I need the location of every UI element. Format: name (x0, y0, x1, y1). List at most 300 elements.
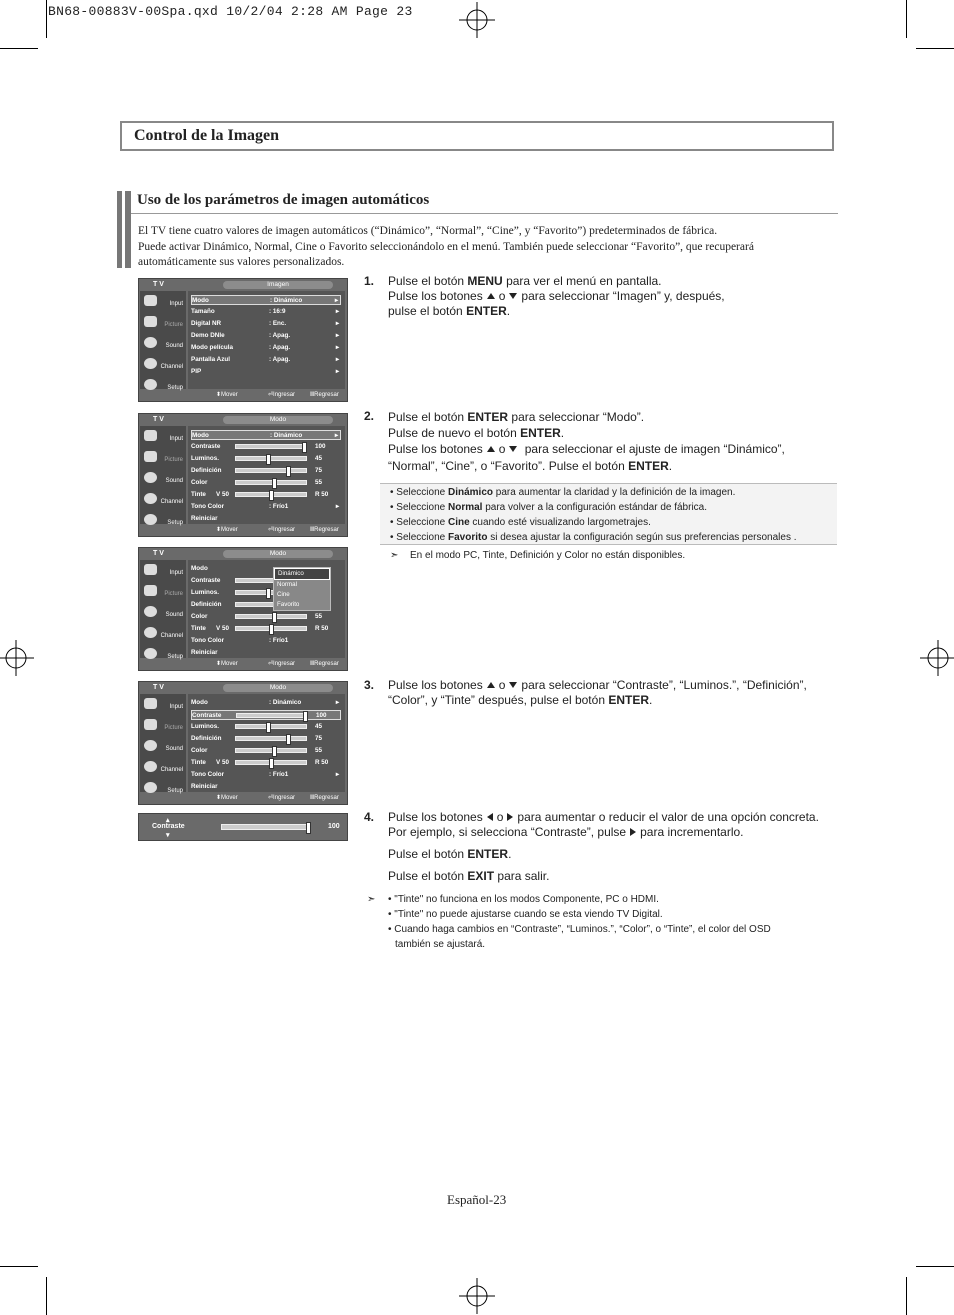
text: para ver el menú en pantalla. (502, 274, 662, 288)
note-arrow-icon: ➣ (367, 894, 376, 905)
osd-slider-bar (235, 724, 307, 729)
osd-row-value: : Apag. (269, 344, 291, 351)
picture-icon (144, 719, 157, 730)
osd-slider-value: R 50 (315, 625, 329, 632)
osd-sidebar (140, 694, 186, 792)
osd-screen-contraste (138, 681, 348, 805)
osd-side-item (142, 604, 186, 622)
left-arrow-icon (487, 813, 493, 821)
osd-slider-knob (266, 588, 271, 599)
dropdown-option: Normal (277, 581, 297, 588)
sound-icon (144, 606, 157, 617)
osd-footer-label: Ingresar (273, 527, 296, 533)
osd-side-label: Channel (160, 767, 183, 773)
setup-icon (144, 782, 157, 793)
osd-side-label: Picture (164, 457, 183, 463)
osd-side-label: Picture (164, 725, 183, 731)
subsection-title: Uso de los parámetros de imagen automáticos (137, 192, 430, 208)
osd-row-label: PIP (191, 368, 202, 375)
osd-row (191, 624, 341, 634)
osd-side-item (142, 717, 186, 735)
text: para seleccionar “Contraste”, “Luminos.”, “Definición”, (521, 678, 807, 692)
text: cuando esté visualizando largometrajes. (469, 517, 651, 528)
text: para aumentar la claridad y la definición de la imagen. (493, 487, 736, 498)
osd-pane (188, 291, 345, 389)
text: • Seleccione (390, 532, 448, 543)
osd-footer-enter: ⏎Ingresar (268, 527, 296, 533)
osd-side-label: Setup (167, 385, 183, 391)
osd-slider-value: 100 (315, 443, 326, 450)
osd-slider-knob (266, 722, 271, 733)
osd-row-label: Reiniciar (191, 515, 218, 522)
step-line (388, 458, 785, 474)
crop-mark (46, 0, 47, 38)
osd-screen-modo (138, 413, 348, 537)
osd-row (191, 343, 341, 353)
osd-footer-return: ⅢRegresar (310, 795, 339, 801)
text: Pulse los botones (388, 289, 483, 303)
text: Pulse el botón (388, 847, 468, 861)
step-4-text (388, 810, 819, 884)
arrow-down-icon: ▾ (166, 832, 170, 839)
intro-line: automáticamente sus valores personalizados. (138, 256, 345, 268)
osd-row-label: Definición (191, 601, 222, 608)
text: pulse el botón (388, 304, 467, 318)
osd-row-label: Tono Color (191, 771, 225, 778)
osd-row (191, 355, 341, 365)
down-arrow-icon (509, 682, 517, 688)
contrast-label: Contraste (152, 823, 185, 830)
osd-side-label: Setup (167, 788, 183, 794)
step-number: 4. (364, 810, 375, 824)
osd-row-label: Digital NR (191, 320, 222, 327)
osd-side-picture (142, 314, 186, 332)
osd-side-item (142, 470, 186, 488)
text: . (560, 426, 565, 441)
input-icon (144, 698, 157, 709)
text: Pulse los botones (388, 810, 483, 824)
osd-bar-left-label: V 50 (216, 491, 229, 498)
right-arrow-icon (507, 813, 513, 821)
osd-side-item (142, 491, 186, 509)
osd-row-label: Tinte (191, 625, 206, 632)
step-line (388, 425, 785, 441)
osd-row (191, 636, 341, 646)
osd-row-label: Tamaño (191, 308, 215, 315)
osd-sidebar (140, 291, 186, 389)
contrast-bar-knob (306, 822, 311, 834)
osd-row (191, 758, 341, 768)
osd-screen-imagen (138, 278, 348, 402)
arrow-right-icon: ▸ (335, 344, 339, 351)
osd-footer-label: Mover (221, 661, 238, 667)
crop-mark (906, 1277, 907, 1315)
osd-slider-knob (272, 746, 277, 757)
osd-row-label: Modo película (191, 344, 233, 351)
text: • Seleccione (390, 487, 448, 498)
osd-side-label: Picture (164, 322, 183, 328)
osd-row-value: : Frío1 (269, 771, 289, 778)
osd-footer-move: ⬍Mover (216, 392, 238, 398)
setup-icon (144, 379, 157, 390)
osd-row-label: Definición (191, 735, 222, 742)
note-line: • "Tinte" no funciona en los modos Componente, PC o HDMI. (388, 894, 659, 905)
osd-tv-label: T V (153, 684, 164, 691)
step-line (388, 409, 785, 425)
up-arrow-icon (487, 446, 495, 452)
note-line: • Cuando haga cambios en “Contraste”, “Luminos.”, “Color”, o “Tinte”, el color del OSD (388, 924, 771, 935)
osd-side-label: Channel (160, 364, 183, 370)
text: “Normal”, “Cine”, o “Favorito”. Pulse el botón (388, 458, 629, 473)
text: Pulse el botón (388, 410, 468, 424)
crop-mark (0, 1266, 38, 1267)
channel-icon (144, 761, 157, 772)
text: . (508, 847, 512, 861)
osd-row (191, 770, 341, 780)
step-line (388, 869, 819, 884)
osd-row (191, 319, 341, 329)
up-arrow-icon (487, 682, 495, 688)
setup-icon (144, 648, 157, 659)
osd-row-label: Color (191, 747, 208, 754)
osd-pane (188, 694, 345, 792)
osd-footer-return: ⅢRegresar (310, 661, 339, 667)
setup-icon (144, 514, 157, 525)
osd-slider-knob (286, 466, 291, 477)
osd-slider-bar (235, 760, 307, 765)
text: Pulse de nuevo el botón (388, 426, 521, 441)
osd-side-item (142, 625, 186, 643)
page-number: Español-23 (447, 1192, 507, 1207)
text: Pulse el botón (388, 869, 468, 883)
text: Cine (447, 517, 470, 528)
osd-side-label: Channel (160, 499, 183, 505)
osd-row (191, 782, 341, 792)
enter-key: ENTER (467, 410, 509, 424)
osd-side-label: Sound (165, 746, 183, 752)
step-line (388, 304, 725, 319)
osd-slider-bar (236, 713, 308, 718)
osd-side-item (142, 428, 186, 446)
contrast-value: 100 (328, 823, 340, 830)
osd-slider-value: 55 (315, 613, 323, 620)
osd-row-label: Contraste (191, 577, 221, 584)
osd-row (191, 612, 341, 622)
osd-side-item (142, 449, 186, 467)
osd-row (191, 722, 341, 732)
osd-menu-title: Modo (223, 550, 333, 558)
text: • Seleccione (390, 502, 448, 513)
enter-key: ENTER (466, 304, 507, 318)
osd-slider-knob (272, 478, 277, 489)
osd-row-value: : Apag. (269, 356, 291, 363)
text: . (668, 458, 673, 473)
mode-notes-box (380, 483, 837, 545)
text: para seleccionar “Imagen” y, después, (521, 289, 725, 303)
osd-footer-label: Mover (221, 527, 238, 533)
arrow-up-icon: ▴ (166, 817, 170, 824)
osd-row-label: Modo (191, 565, 208, 572)
note-line (390, 515, 837, 530)
step-number: 2. (364, 409, 375, 423)
osd-side-label: Picture (164, 591, 183, 597)
step-line (388, 678, 807, 693)
osd-row (191, 490, 341, 500)
osd-slider-bar (235, 456, 307, 461)
osd-row-label: Luminos. (191, 455, 219, 462)
text: Pulse los botones (388, 442, 483, 457)
osd-row-value: : Frío1 (269, 503, 289, 510)
osd-footer-label: Regresar (314, 392, 339, 398)
osd-row (191, 454, 341, 464)
osd-side-label: Sound (165, 343, 183, 349)
osd-footer (188, 794, 345, 803)
osd-sidebar (140, 426, 186, 524)
osd-footer-enter: ⏎Ingresar (268, 392, 296, 398)
picture-icon (144, 451, 157, 462)
osd-footer-return: ⅢRegresar (310, 527, 339, 533)
text: “Color”, y “Tinte” después, pulse el botón (388, 693, 609, 707)
osd-row-label: Tono Color (191, 503, 225, 510)
text: Pulse el botón (388, 274, 468, 288)
input-icon (144, 430, 157, 441)
pc-note: En el modo PC, Tinte, Definición y Color no están disponibles. (410, 550, 686, 561)
channel-icon (144, 358, 157, 369)
exit-key: EXIT (467, 869, 495, 883)
text: para aumentar o reducir el valor de una opción concreta. (517, 810, 819, 824)
note-line (390, 530, 837, 545)
osd-side-item (142, 780, 186, 798)
osd-tv-label: T V (153, 550, 164, 557)
step-line (388, 847, 819, 862)
osd-footer-label: Mover (221, 795, 238, 801)
osd-row (191, 648, 341, 658)
osd-footer-label: Ingresar (273, 795, 296, 801)
osd-slider-bar (235, 480, 307, 485)
arrow-right-icon: ▸ (335, 368, 339, 375)
text: o (498, 678, 506, 692)
osd-side-label: Channel (160, 633, 183, 639)
arrow-right-icon: ▸ (335, 699, 339, 706)
osd-row (191, 478, 341, 488)
step-1-text (388, 274, 725, 319)
enter-key: ENTER (520, 426, 561, 441)
osd-side-sound (142, 335, 186, 353)
osd-row-value: : Dinámico (270, 432, 303, 439)
osd-slider-bar (235, 468, 307, 473)
final-notes (388, 892, 838, 952)
osd-menu-title: Imagen (223, 281, 333, 289)
text: o (496, 810, 504, 824)
osd-side-label: Sound (165, 612, 183, 618)
osd-slider-value: 55 (315, 747, 323, 754)
osd-slider-knob (286, 734, 291, 745)
text: Normal (447, 502, 483, 513)
enter-key: ENTER (628, 458, 669, 473)
step-2-text (388, 409, 785, 474)
osd-tv-label: T V (153, 416, 164, 423)
osd-menu-title: Modo (223, 416, 333, 424)
osd-mode-dropdown (273, 567, 331, 611)
step-line (388, 274, 725, 289)
crop-mark (0, 48, 38, 49)
text: para seleccionar el ajuste de imagen “Dinámico”, (521, 442, 785, 457)
osd-slider-bar (235, 492, 307, 497)
osd-row-label: Pantalla Azul (191, 356, 230, 363)
osd-footer-label: Regresar (314, 661, 339, 667)
text: o (498, 289, 506, 303)
osd-row-label: Contraste (192, 712, 222, 719)
step-line (388, 825, 819, 840)
up-arrow-icon (487, 293, 495, 299)
text: para incrementarlo. (640, 825, 744, 839)
osd-row-label: Contraste (191, 443, 221, 450)
text: o (498, 442, 506, 457)
osd-row-value: : 16:9 (269, 308, 286, 315)
osd-footer (188, 391, 345, 400)
osd-footer (188, 526, 345, 535)
step-line (388, 810, 819, 825)
note-line: • "Tinte" no puede ajustarse cuando se esta viendo TV Digital. (388, 909, 663, 920)
note-line (390, 500, 837, 515)
osd-row (191, 331, 341, 341)
subsection-rule (131, 213, 838, 214)
osd-side-channel (142, 356, 186, 374)
down-arrow-icon (509, 446, 517, 452)
osd-row (191, 295, 341, 305)
picture-icon (144, 316, 157, 327)
text: para salir. (494, 869, 550, 883)
osd-slider-knob (272, 612, 277, 623)
text: para volver a la configuración estándar de fábrica. (482, 502, 708, 513)
osd-row (191, 430, 341, 440)
osd-slider-knob (269, 490, 274, 501)
crop-mark (46, 1277, 47, 1315)
osd-slider-bar (235, 444, 307, 449)
osd-slider-value: 100 (316, 712, 327, 719)
osd-row-value: : Enc. (269, 320, 287, 327)
osd-side-setup (142, 377, 186, 395)
osd-footer-move: ⬍Mover (216, 661, 238, 667)
intro-line: Puede activar Dinámico, Normal, Cine o Favorito seleccionándolo en el menú. También puede seleccionar “Favorito”, que recuperará (138, 240, 754, 253)
osd-slider-value: 45 (315, 455, 323, 462)
osd-side-item (142, 646, 186, 664)
osd-row (191, 307, 341, 317)
text: si desea ajustar la configuración según sus preferencias personales . (487, 532, 797, 543)
osd-footer-label: Regresar (314, 795, 339, 801)
subsection-marker-stripe (122, 191, 125, 268)
osd-row-label: Luminos. (191, 589, 219, 596)
osd-slider-value: 45 (315, 723, 323, 730)
registration-mark-icon (459, 2, 495, 38)
osd-row-label: Modo (191, 699, 208, 706)
osd-row (191, 466, 341, 476)
osd-side-item (142, 738, 186, 756)
osd-bar-left-label: V 50 (216, 625, 229, 632)
osd-slider-knob (303, 711, 308, 722)
osd-row-label: Tinte (191, 759, 206, 766)
osd-row (191, 746, 341, 756)
arrow-right-icon: ▸ (334, 297, 338, 304)
osd-slider-value: R 50 (315, 759, 329, 766)
osd-slider-bar (235, 748, 307, 753)
menu-key: MENU (467, 274, 503, 288)
osd-contrast-adjust (138, 813, 348, 841)
osd-row-label: Reiniciar (191, 649, 218, 656)
channel-icon (144, 627, 157, 638)
osd-side-label: Setup (167, 520, 183, 526)
osd-footer-label: Ingresar (273, 661, 296, 667)
osd-row (191, 514, 341, 524)
sound-icon (144, 740, 157, 751)
osd-row-value: : Frío1 (269, 637, 289, 644)
step-3-text (388, 678, 807, 708)
osd-slider-knob (266, 454, 271, 465)
osd-row-value: : Apag. (269, 332, 291, 339)
step-number: 1. (364, 274, 375, 288)
text: Favorito (447, 532, 488, 543)
osd-row (191, 367, 341, 377)
osd-slider-knob (269, 624, 274, 635)
osd-tv-label: T V (153, 281, 164, 288)
osd-footer-label: Ingresar (273, 392, 296, 398)
osd-row (191, 502, 341, 512)
note-line: también se ajustará. (395, 939, 486, 950)
osd-slider-value: 75 (315, 467, 323, 474)
text: Pulse los botones (388, 678, 483, 692)
text: • Seleccione (390, 517, 448, 528)
step-number: 3. (364, 678, 375, 692)
section-title: Control de la Imagen (134, 127, 280, 144)
osd-row-value: : Dinámico (270, 297, 303, 304)
registration-mark-icon (0, 640, 34, 676)
osd-slider-knob (269, 758, 274, 769)
osd-screen-modo-dropdown (138, 547, 348, 671)
osd-row-label: Reiniciar (191, 783, 218, 790)
osd-footer (188, 660, 345, 669)
osd-slider-value: 55 (315, 479, 323, 486)
arrow-right-icon: ▸ (334, 432, 338, 439)
osd-side-item (142, 562, 186, 580)
osd-row-value: : Dinámico (269, 699, 302, 706)
osd-row-label: Modo (192, 297, 209, 304)
dropdown-option: Cine (277, 591, 290, 598)
intro-line: El TV tiene cuatro valores de imagen automáticos (“Dinámico”, “Normal”, “Cine”, y “Favorito”) predeterminados de fábrica. (138, 225, 718, 237)
enter-key: ENTER (467, 847, 509, 861)
osd-footer-enter: ⏎Ingresar (268, 661, 296, 667)
step-line (388, 441, 785, 457)
input-icon (144, 295, 157, 306)
osd-footer-move: ⬍Mover (216, 795, 238, 801)
osd-side-label: Sound (165, 478, 183, 484)
osd-bar-left-label: V 50 (216, 759, 229, 766)
osd-footer-label: Regresar (314, 527, 339, 533)
crop-mark (906, 0, 907, 38)
right-arrow-icon (630, 828, 636, 836)
print-header: BN68-00883V-00Spa.qxd 10/2/04 2:28 AM Page 23 (48, 4, 413, 19)
osd-footer-return: ⅢRegresar (310, 392, 339, 398)
osd-row-label: Luminos. (191, 723, 219, 730)
osd-row (191, 710, 341, 720)
crop-mark (916, 1266, 954, 1267)
dropdown-option: Dinámico (274, 568, 330, 580)
arrow-right-icon: ▸ (335, 320, 339, 327)
osd-row-label: Color (191, 479, 208, 486)
intro-text (138, 224, 828, 271)
osd-row-label: Tinte (191, 491, 206, 498)
osd-footer-move: ⬍Mover (216, 527, 238, 533)
arrow-right-icon: ▸ (335, 503, 339, 510)
